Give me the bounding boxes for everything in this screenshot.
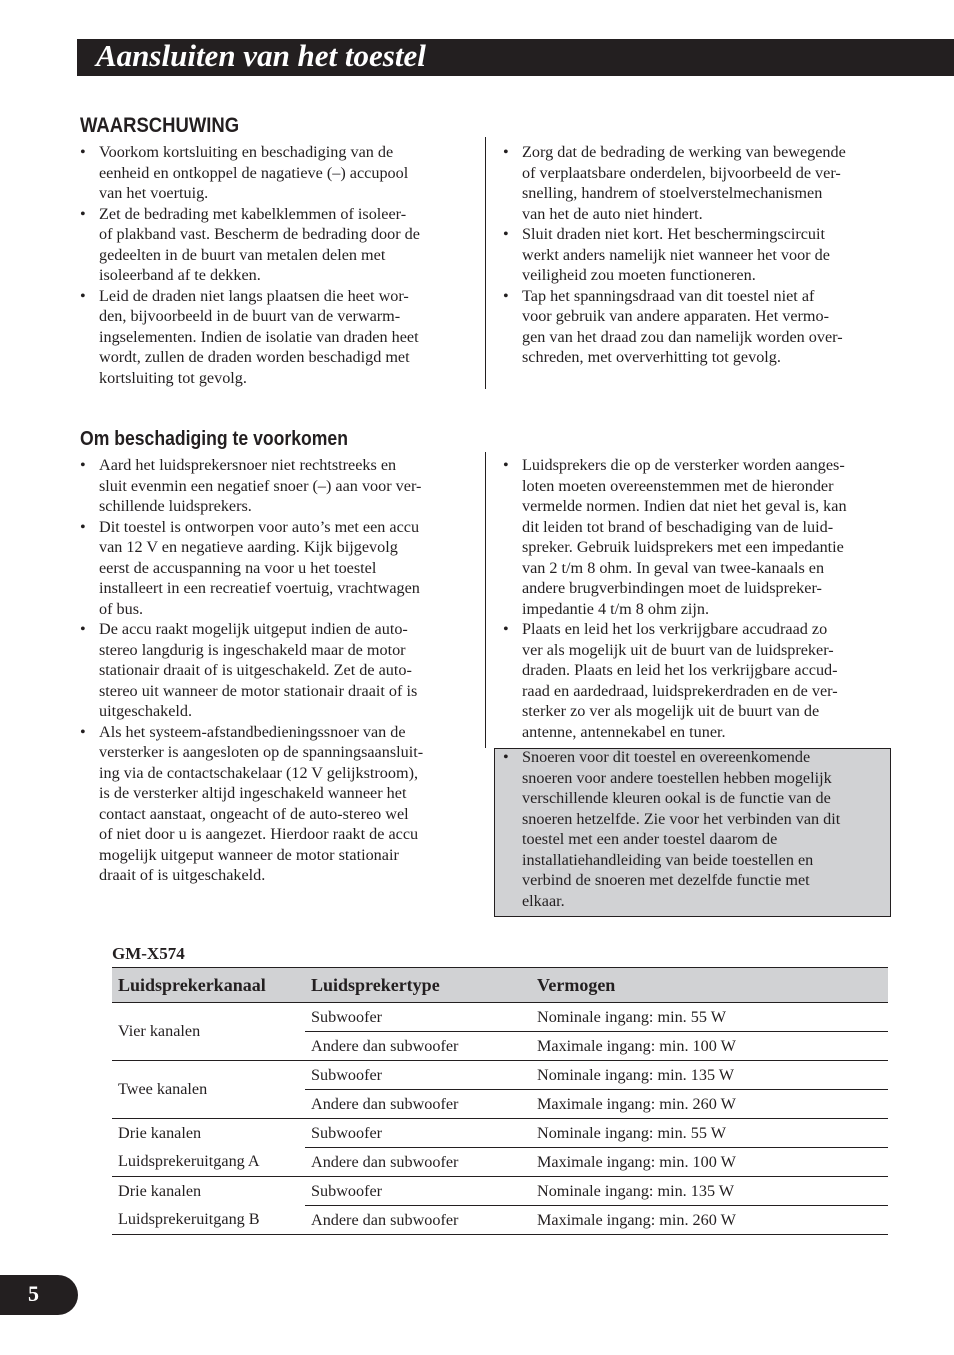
power-cell: Maximale ingang: min. 260 W — [531, 1206, 888, 1235]
page-number-tab — [0, 1275, 78, 1315]
page-title: Aansluiten van het toestel — [96, 38, 426, 73]
list-item: • Tap het spanningsdraad van dit toestel niet af voor gebruik van andere apparaten. Het vermo- gen van het draad zou dan namelijk worden over- schreden, met oververhitting tot gevolg. — [503, 286, 893, 368]
power-cell: Nominale ingang: min. 55 W — [531, 1119, 888, 1148]
column-divider — [485, 137, 486, 389]
list-item: • Plaats en leid het los verkrijgbare accudraad zo ver als mogelijk uit de buurt van de luidspreker- draden. Plaats en leid het los verkrijgbare accud- raad en aardedraad, luidsprekerdraden en de ver- sterker zo ver als mogelijk uit de buurt van de antenne, antennekabel en tuner. — [503, 619, 893, 742]
type-cell: Subwoofer — [305, 1061, 531, 1090]
list-item: • Zorg dat de bedrading de werking van bewegende of verplaatsbare onderdelen, bijvoorbeeld de ver- snelling, handrem of stoelverstelmechanismen van het de auto niet hindert. — [503, 142, 893, 224]
column-header: Luidsprekerkanaal — [112, 968, 305, 1003]
model-label: GM-X574 — [112, 944, 185, 963]
list-item: • Zet de bedrading met kabelklemmen of isoleer- of plakband vast. Bescherm de bedrading door de gedeelten in de buurt van metalen delen met isoleerband af te dekken. — [80, 204, 470, 286]
table-header-row — [112, 968, 888, 1003]
type-cell: Andere dan subwoofer — [305, 1032, 531, 1061]
list-item: • Sluit draden niet kort. Het beschermingscircuit werkt anders namelijk niet wanneer het voor de veiligheid zou moeten functioneren. — [503, 224, 893, 286]
power-cell: Nominale ingang: min. 135 W — [531, 1061, 888, 1090]
channel-cell: Drie kanalen — [118, 1181, 202, 1200]
table-row — [112, 1119, 888, 1148]
page-number: 5 — [28, 1281, 39, 1306]
table-row — [112, 1148, 888, 1177]
damage-left-list — [80, 455, 470, 886]
list-item: • Voorkom kortsluiting en beschadiging van de eenheid en ontkoppel de nagatieve (–) accupool van het voertuig. — [80, 142, 470, 204]
list-item: • Leid de draden niet langs plaatsen die heet wor- den, bijvoorbeeld in de buurt van de verwarm- ingselementen. Indien de isolatie van draden heet wordt, zullen de draden worden beschadigd met kortsluiting tot gevolg. — [80, 286, 470, 389]
table-row — [112, 1206, 888, 1235]
column-header: Luidsprekertype — [305, 968, 531, 1003]
list-item: • De accu raakt mogelijk uitgeput indien de auto- stereo langdurig is ingeschakeld maar de motor stationair draait of is uitgeschakeld. Zet de auto- stereo uit wanneer de motor stationair draait of is uitgeschakeld. — [80, 619, 470, 722]
table-row — [112, 1177, 888, 1206]
channel-cell: Vier kanalen — [112, 1003, 305, 1061]
channel-cell: Twee kanalen — [112, 1061, 305, 1119]
power-cell: Maximale ingang: min. 100 W — [531, 1148, 888, 1177]
channel-cell: Drie kanalen — [118, 1123, 202, 1142]
list-item: • Luidsprekers die op de versterker worden aanges- loten moeten overeenstemmen met de hieronder vermelde normen. Indien dat niet het geval is, kan dit leiden tot brand of beschadiging van de luid- spreker. Gebruik luidsprekers met een impedantie van 2 t/m 8 ohm. In geval van twee-kanaals en andere brugverbindingen moet de luidspreker- impedantie 4 t/m 8 ohm zijn. — [503, 455, 893, 619]
warning-heading: WAARSCHUWING — [80, 114, 240, 137]
list-item: • Aard het luidsprekersnoer niet rechtstreeks en sluit evenmin een negatief snoer (–) aan voor ver- schillende luidsprekers. — [80, 455, 470, 517]
power-cell: Maximale ingang: min. 260 W — [531, 1090, 888, 1119]
section-title-bar — [77, 39, 954, 76]
warning-right-list — [503, 142, 893, 368]
channel-cell: Luidsprekeruitgang A — [112, 1148, 305, 1177]
type-cell: Andere dan subwoofer — [305, 1148, 531, 1177]
type-cell: Andere dan subwoofer — [305, 1090, 531, 1119]
table-row — [112, 1003, 888, 1032]
note-item: • Snoeren voor dit toestel en overeenkomende snoeren voor andere toestellen hebben mogelijk verschillende kleuren ookal is de functie van de snoeren hetzelfde. Zie voor het verbinden van dit toestel met een ander toestel daarom de installatiehandleiding van beide toestellen en verbind de snoeren met dezelfde functie met elkaar. — [503, 747, 893, 911]
type-cell: Andere dan subwoofer — [305, 1206, 531, 1235]
table-row — [112, 1061, 888, 1090]
column-divider — [485, 452, 486, 748]
power-cell: Nominale ingang: min. 135 W — [531, 1177, 888, 1206]
type-cell: Subwoofer — [305, 1177, 531, 1206]
list-item: • Dit toestel is ontworpen voor auto’s met een accu van 12 V en negatieve aarding. Kijk bijgevolg eerst de accuspanning na voor u het toestel installeert in een recreatief voertuig, vrachtwagen of bus. — [80, 517, 470, 620]
type-cell: Subwoofer — [305, 1003, 531, 1032]
list-item: • Als het systeem-afstandbedieningssnoer van de versterker is aangesloten op de spanningsaansluit- ing via de contactschakelaar (12 V gelijkstroom), is de versterker altijd ingeschakeld wanneer het contact aanstaat, ongeacht of de auto-stereo wel of niet door u is aangezet. Hierdoor raakt de accu mogelijk uitgeput wanneer de motor stationair draait of is uitgeschakeld. — [80, 722, 470, 886]
channel-cell: Luidsprekeruitgang B — [112, 1206, 305, 1235]
power-cell: Maximale ingang: min. 100 W — [531, 1032, 888, 1061]
damage-right-list — [503, 455, 893, 911]
power-cell: Nominale ingang: min. 55 W — [531, 1003, 888, 1032]
column-header: Vermogen — [531, 968, 888, 1003]
warning-left-list — [80, 142, 470, 388]
type-cell: Subwoofer — [305, 1119, 531, 1148]
damage-heading: Om beschadiging te voorkomen — [80, 428, 348, 450]
speaker-spec-table — [112, 967, 888, 1235]
